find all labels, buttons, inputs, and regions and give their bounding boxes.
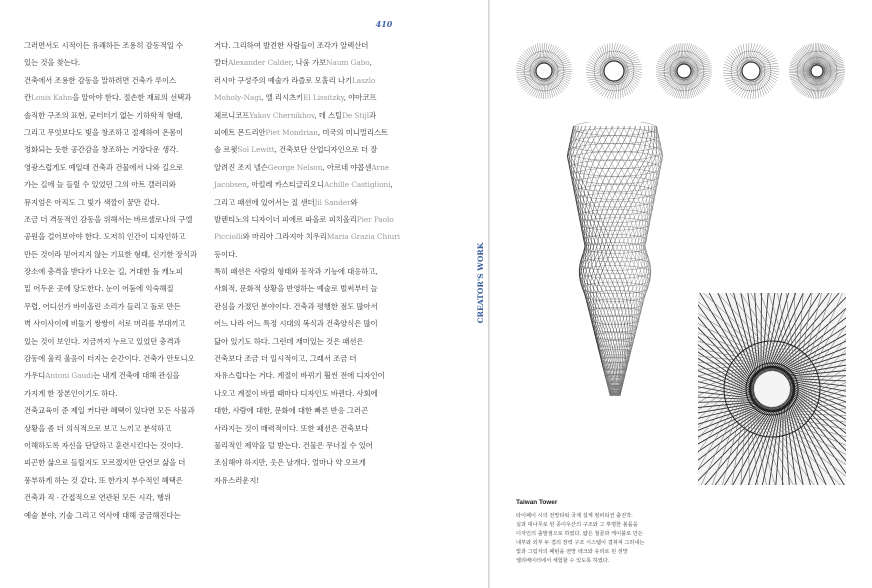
korean-text: 닮아 있기도 하다. 그런데 재미있는 것은 패션은: [214, 336, 364, 346]
korean-text: 상황을 좀 더 의식적으로 보고 느끼고 분석하고: [24, 423, 172, 433]
latin-name: Arne: [371, 162, 390, 172]
text-line: [24, 472, 210, 489]
text-column-left: [24, 37, 210, 524]
korean-text: 알려진 조지 넬슨: [214, 162, 268, 172]
caption-line: 내부와 외부 두 겹의 장력 구조 시스템이 겹쳐져 그러내는: [516, 539, 645, 546]
text-line: [214, 89, 392, 106]
latin-name: Moholy-Nagi: [214, 93, 262, 103]
latin-name: Maria Grazia Chiuri: [326, 232, 400, 242]
korean-text: 조심해야 하지만, 옷은 날개다. 얼마나 약 오르게: [214, 458, 366, 468]
korean-text: ,: [369, 58, 372, 68]
korean-text: 만든 것이라 믿어지지 않는 기묘한 형태, 신기한 장식과: [24, 249, 197, 259]
korean-text: 건축보다 조금 더 일시적이고, 그래서 조금 더: [214, 354, 357, 364]
korean-text: 솔직한 구조의 표현, 균터터기 없는 기하학적 형태,: [24, 110, 183, 120]
korean-text: 가는 길에 늘 들릴 수 있었던 그의 아트 갤러리와: [24, 180, 176, 190]
latin-name: Antoni Gaudi: [45, 371, 94, 381]
text-line: [214, 159, 392, 176]
latin-name: Picciolli: [214, 232, 243, 242]
caption-title: Taiwan Tower: [516, 499, 558, 506]
korean-text: 조금 더 격동적인 감동을 위해서는 바르셀로나의 구엘: [24, 214, 193, 224]
text-line: [24, 437, 210, 454]
korean-text: 무렵, 어디선가 바이올린 소리가 들리고 돌로 만든: [24, 301, 181, 311]
text-line: [214, 263, 392, 280]
korean-text: 풍부하게 하는 것 같다. 또 한가지 부수적인 혜택은: [24, 475, 183, 485]
text-line: [214, 298, 392, 315]
text-line: [24, 507, 210, 524]
korean-text: 는 내게 건축에 대해 관심을: [93, 371, 180, 381]
tower-wireframe-drawing: [548, 122, 683, 402]
korean-text: 그리고 무엇보다도 빛을 창조하고 절제하여 온몸이: [24, 127, 184, 137]
latin-name: George Nelson: [267, 162, 323, 172]
latin-name: Piet Mondrian: [265, 127, 318, 137]
text-line: [214, 176, 392, 193]
text-line: [24, 211, 210, 228]
korean-text: 솔 르윗: [214, 145, 238, 155]
text-line: [214, 72, 392, 89]
latin-name: Laszlo: [351, 75, 376, 85]
text-line: [214, 472, 392, 489]
caption-body: [516, 512, 686, 565]
text-line: [214, 402, 392, 419]
korean-text: 관심을 가졌던 분야이다. 건축과 평행한 점도 많아서: [214, 301, 378, 311]
text-line: [214, 246, 392, 263]
text-line: [24, 263, 210, 280]
korean-text: 거다. 그리하여 발견한 사람들이 조각가 알렉산더: [214, 41, 369, 50]
text-line: [24, 298, 210, 315]
korean-text: 사라지는 것이 매력적이다. 또한 패션은 건축보다: [214, 423, 369, 433]
text-line: [214, 124, 392, 141]
page-number: 410: [375, 19, 393, 29]
korean-text: 공원을 걸어보아야 한다. 도저히 인간이 디자인하고: [24, 232, 186, 242]
latin-name: El Lissitzky: [303, 93, 344, 103]
korean-text: 그리고 패션에 있어서는 질 샌더: [214, 197, 315, 207]
korean-text: 그러면서도 시적이든 유쾌하든 조용히 감동적일 수: [24, 41, 184, 50]
korean-text: 발렌티노의 디자이너 피에르 파올로 피치올리: [214, 214, 357, 224]
korean-text: 가지게 한 장본인이기도 하다.: [24, 388, 118, 398]
rosette-drawing-3: [654, 41, 714, 101]
text-line: [24, 489, 210, 506]
text-line: [24, 402, 210, 419]
text-line: [24, 194, 210, 211]
section-label: CREATOR'S WORK: [476, 242, 485, 324]
text-line: [24, 159, 210, 176]
page-gutter: [488, 0, 490, 588]
text-line: [214, 437, 392, 454]
korean-text: 뮤지엄은 아직도 그 빛가 색깔이 꿈만 같다.: [24, 197, 160, 207]
korean-text: 감동에 울컥 울음이 터지는 순간이다. 건축가 안토니오: [24, 354, 195, 364]
text-line: [24, 89, 210, 106]
text-line: [24, 420, 210, 437]
korean-text: 자유스러운지!: [214, 475, 260, 485]
rosette-drawing-4: [721, 41, 781, 101]
text-line: [24, 124, 210, 141]
korean-text: 러시아 구성주의 예술가 라즐로 모홀리 나기: [214, 75, 352, 85]
korean-text: 대한, 사람에 대한, 문화에 대한 빠른 반응 그러곤: [214, 406, 368, 416]
text-line: [24, 141, 210, 158]
korean-text: 어느 나라 어느 특정 시대의 복식과 건축양식은 많이: [214, 319, 378, 329]
text-line: [214, 367, 392, 384]
korean-text: , 엘 리시츠키: [261, 93, 304, 103]
korean-text: 와 마리아 그라지아 치우리: [242, 232, 327, 242]
korean-text: 정화되는 듯한 공간감을 창조하는 거장다운 생각.: [24, 145, 179, 155]
latin-name: Alexander Calder: [228, 58, 292, 68]
text-line: [214, 37, 392, 54]
text-line: [24, 176, 210, 193]
korean-text: 등이다.: [214, 249, 238, 259]
text-line: [24, 385, 210, 402]
text-line: [24, 107, 210, 124]
korean-text: 가우디: [24, 371, 46, 381]
korean-text: 사회적, 문화적 상황을 반영하는 예술로 벌써부터 늘: [214, 284, 378, 294]
latin-name: Yakov Chernikhov: [249, 110, 315, 120]
latin-name: Naum Gabo: [326, 58, 370, 68]
korean-text: 있는 것이 보인다. 지금까지 누르고 있었던 충격과: [24, 336, 181, 346]
korean-text: , 야아코프: [343, 93, 377, 103]
korean-text: 피에트 몬드리안: [214, 127, 266, 137]
caption-line: 타이페이 시의 전망타워 국제 설계 컴피티션 출전작.: [516, 513, 633, 519]
text-column-right: [214, 37, 400, 489]
rosette-drawing-5: [787, 41, 847, 101]
caption-line: 엘리베이터에서 체험할 수 있도록 하였다.: [516, 557, 610, 564]
text-line: [24, 350, 210, 367]
text-line: [214, 315, 392, 332]
text-line: [24, 228, 210, 245]
rosette-drawing-2: [584, 41, 644, 101]
korean-text: 건축교육이 준 제일 커다란 혜택이 있다면 모든 사물과: [24, 406, 195, 416]
korean-text: 벽 사이사이에 비둘기 쌍쌍이 서로 머리를 부대끼고: [24, 319, 186, 329]
latin-name: Sol Lewitt: [237, 145, 275, 155]
korean-text: 물리적인 제약을 덜 받는다. 건물은 무너질 수 있어: [214, 440, 373, 450]
korean-text: 밑 어두운 곳에 당도한다. 눈이 어둠에 익숙해질: [24, 284, 174, 294]
korean-text: 을 알아야 한다. 절손한 재료의 선택과: [72, 93, 192, 103]
text-line: [214, 211, 392, 228]
korean-text: 칸: [24, 93, 32, 103]
text-line: [24, 454, 210, 471]
text-line: [24, 246, 210, 263]
latin-name: Achille Castiglioni: [323, 180, 391, 190]
korean-text: 건축과 직 · 간접적으로 연관된 모든 시각, 행위: [24, 493, 171, 503]
korean-text: 과: [368, 110, 377, 120]
text-line: [214, 333, 392, 350]
text-line: [214, 350, 392, 367]
rosette-drawing-1: [514, 41, 574, 101]
text-line: [214, 454, 392, 471]
text-line: [214, 54, 392, 71]
text-line: [24, 54, 210, 71]
korean-text: 예술 분야, 기술 그리고 역사에 대해 궁금해진다는: [24, 510, 181, 520]
caption-line: 디자인의 출발점으로 하였다. 얇은 철골과 케이블로 만든: [516, 530, 643, 537]
text-line: [24, 72, 210, 89]
korean-text: 피곤한 삶으로 들릴지도 모르겠지만 단연코 삶을 더: [24, 458, 186, 468]
text-line: [214, 385, 392, 402]
latin-name: De Stijl: [342, 110, 369, 120]
korean-text: 장소에 충격을 받다가 나오는 길, 거대한 돌 캐노피: [24, 267, 183, 277]
caption-line: 빛과 그림자의 패턴을 전망 데크와 유리로 된 전망: [516, 548, 628, 555]
korean-text: , 건축보단 산업디자인으로 더 잘: [274, 145, 378, 155]
korean-text: 있는 것을 찾는다.: [24, 58, 81, 68]
text-line: [214, 420, 392, 437]
text-line: [24, 367, 210, 384]
korean-text: 건축에서 조용한 감동을 말하려면 건축가 루이스: [24, 75, 177, 85]
korean-text: , 나움 가보: [291, 58, 327, 68]
text-line: [214, 280, 392, 297]
korean-text: 와: [350, 197, 358, 207]
korean-text: 체르니코프: [214, 110, 250, 120]
latin-name: Pier Paolo: [356, 214, 394, 224]
tower-structure-photo: [698, 293, 846, 485]
korean-text: ,: [390, 180, 393, 190]
korean-text: 칼더: [214, 58, 229, 68]
caption-line: 실과 대나무로 된 종이우산의 구조와 그 투명한 볼륨을: [516, 521, 638, 528]
korean-text: , 데 스틸: [314, 110, 343, 120]
korean-text: , 아킬레 카스티글리오니: [246, 180, 324, 190]
latin-name: Jil Sander: [314, 197, 351, 207]
latin-name: Louis Kahn: [31, 93, 73, 103]
korean-text: , 미국의 미니멀리스트: [317, 127, 388, 137]
korean-text: 이해하도록 자신을 단달하고 훈련시킨다는 것이다.: [24, 440, 184, 450]
korean-text: , 아르네 야콥센: [322, 162, 372, 172]
text-line: [24, 333, 210, 350]
korean-text: 특히 패션은 사람의 형태와 동작과 기능에 대응하고,: [214, 267, 378, 277]
text-line: [214, 141, 392, 158]
section-label-vertical: [476, 230, 488, 336]
korean-text: 영광스럽게도 예일대 건축과 건물에서 나와 길으로: [24, 162, 184, 172]
korean-text: 자유스럽다는 거다. 계절이 바뀌기 훨씬 전에 디자인이: [214, 371, 385, 381]
latin-name: Jacobsen: [214, 180, 247, 190]
text-line: [24, 280, 210, 297]
text-line: [214, 194, 392, 211]
korean-text: 나오고 계절이 바뀔 때마다 디자인도 바뀐다. 사회에: [214, 388, 378, 398]
text-line: [214, 107, 392, 124]
text-line: [24, 37, 210, 54]
text-line: [214, 228, 400, 245]
text-line: [24, 315, 210, 332]
